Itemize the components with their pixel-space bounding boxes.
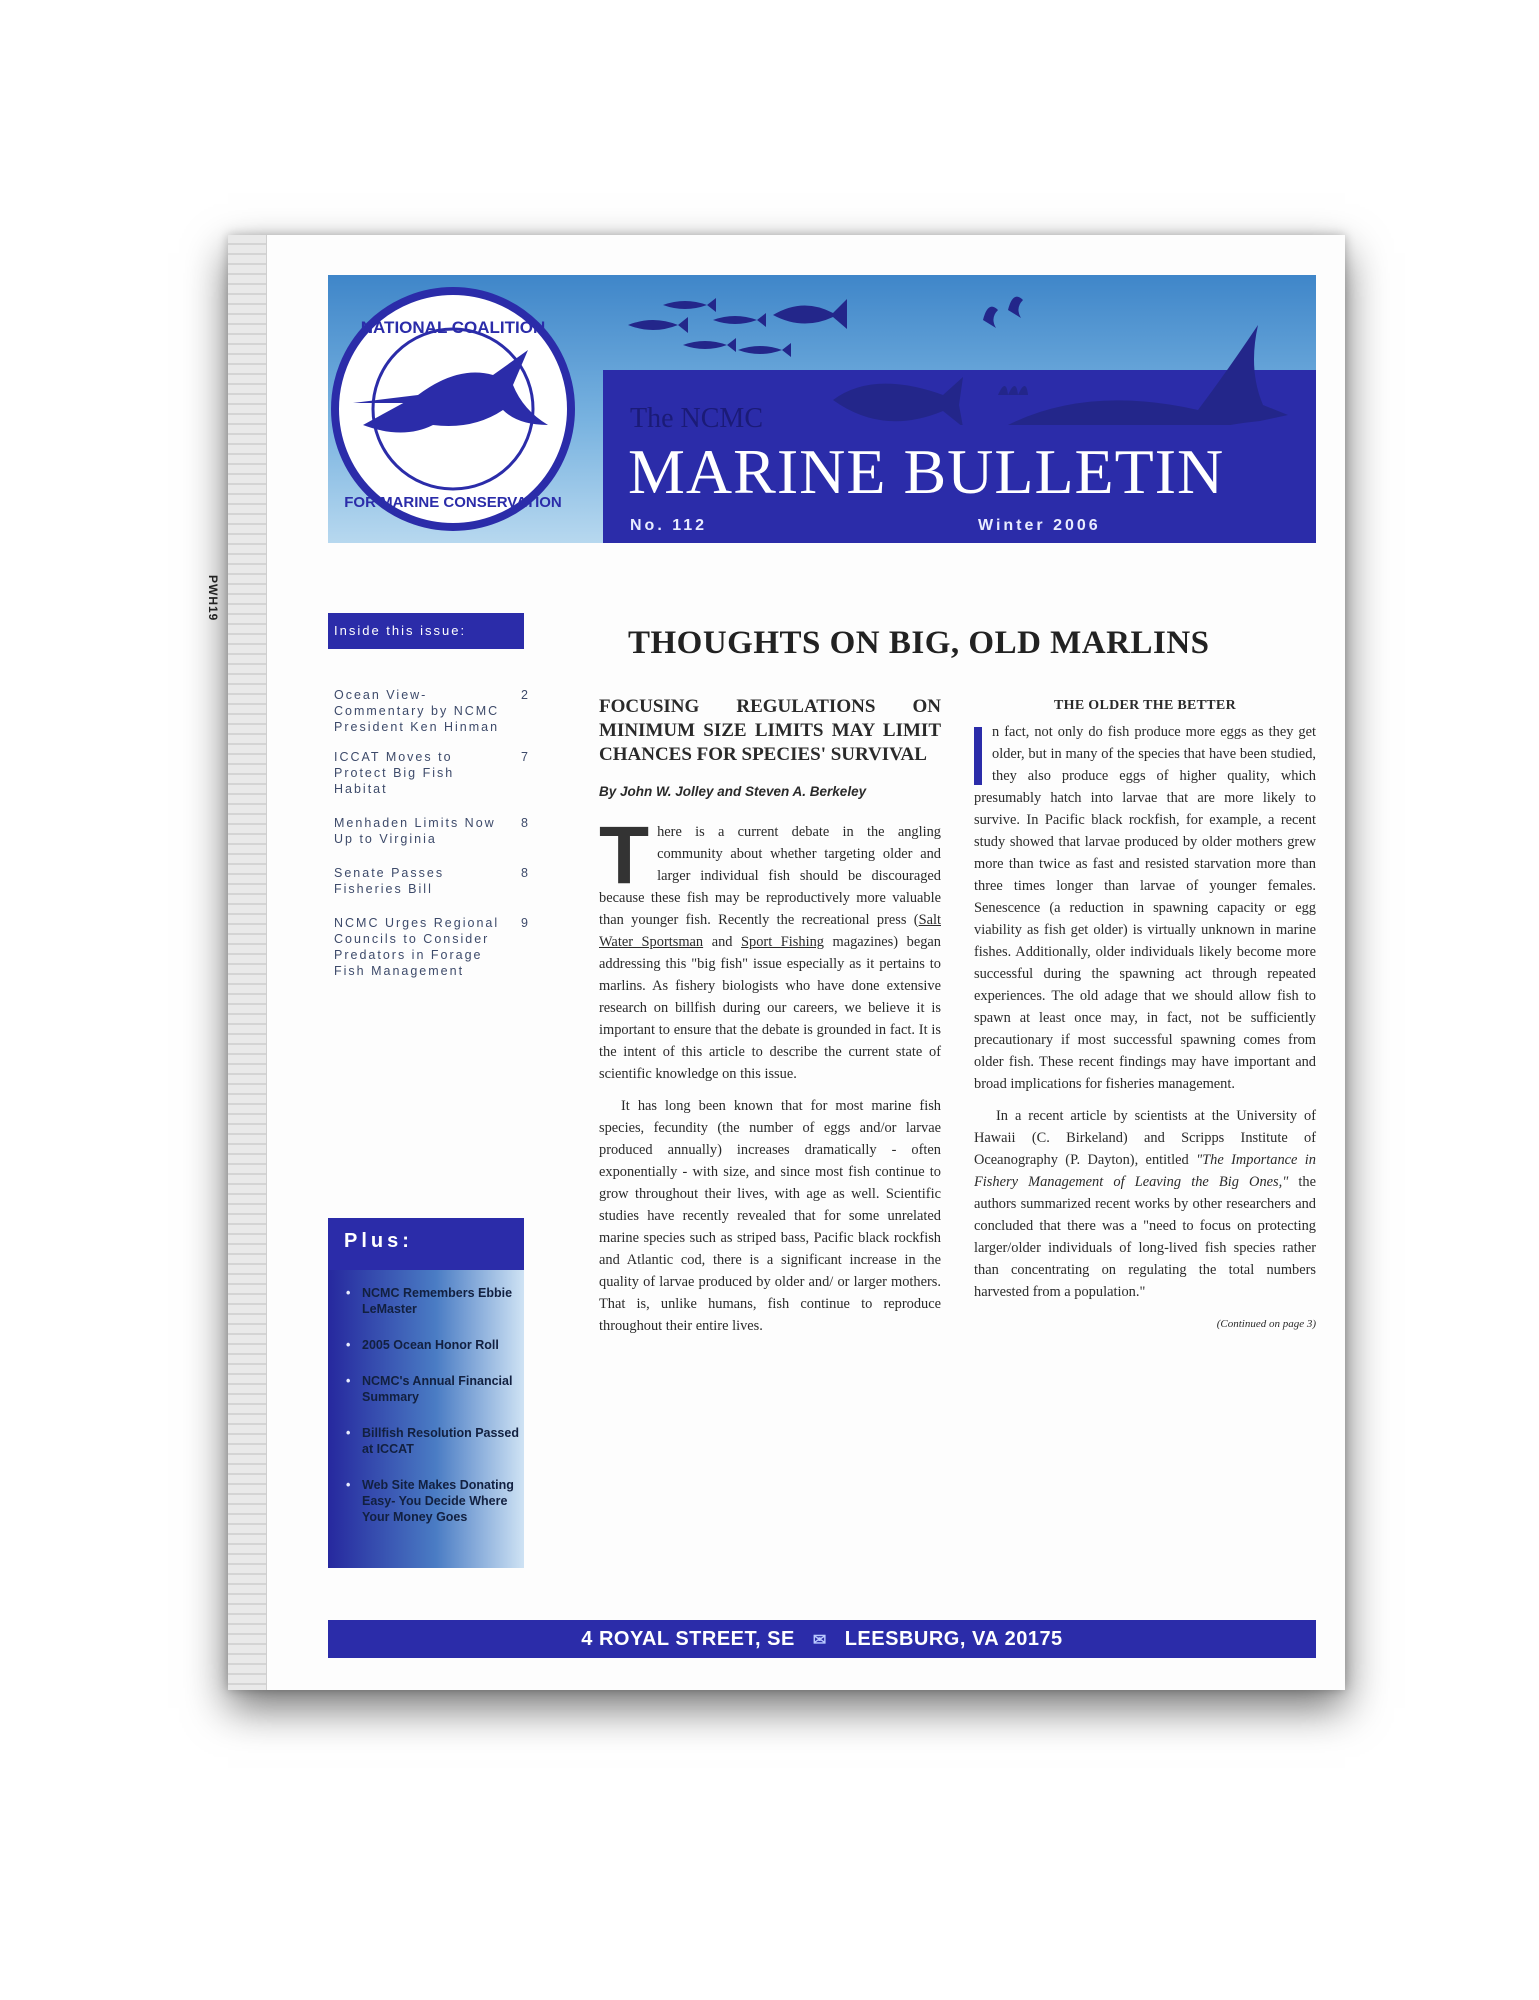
plus-list bbox=[346, 1285, 526, 1525]
article-paragraph: It has long been known that for most marine fish species, fecundity (the number of eggs and/or larvae produced annually) increases dramatically - often exponentially - with size, and since most fish continue to grow throughout their lives, with age as well. Scientific studies have recently revealed that for some unrelated marine species such as striped bass, Pacific black rockfish and Atlantic cod, there is a significant increase in the quality of larvae produced by older and/ or larger mothers. That is, unlike humans, fish continue to reproduce throughout their entire lives. bbox=[599, 1098, 941, 1334]
magazine-title: Salt Water Sportsman bbox=[599, 912, 941, 950]
toc-item-title: Menhaden Limits Now Up to Virginia bbox=[334, 816, 496, 846]
article-column-1 bbox=[599, 695, 941, 1347]
address-footer bbox=[328, 1620, 1316, 1658]
toc-item bbox=[334, 687, 534, 735]
inside-issue-heading: Inside this issue: bbox=[328, 613, 524, 649]
svg-text:FOR MARINE CONSERVATION: FOR MARINE CONSERVATION bbox=[344, 494, 562, 511]
envelope-icon: ✉ bbox=[812, 1632, 827, 1649]
cited-title: "The Importance in Fishery Management of Leaving the Big Ones," bbox=[974, 1152, 1316, 1190]
plus-item: • Web Site Makes Donating Easy- You Decide Where Your Money Goes bbox=[346, 1477, 526, 1525]
section-title: THE OLDER THE BETTER bbox=[1054, 698, 1236, 713]
side-stamp: PWH19 bbox=[206, 575, 220, 622]
toc-item bbox=[334, 865, 534, 897]
svg-text:NATIONAL COALITION: NATIONAL COALITION bbox=[360, 318, 546, 337]
plus-item: • NCMC Remembers Ebbie LeMaster bbox=[346, 1285, 526, 1317]
plus-heading: Plus: bbox=[328, 1218, 524, 1270]
toc-item-title: Ocean View-Commentary by NCMC President Ken Hinman bbox=[334, 688, 500, 734]
toc-item bbox=[334, 915, 534, 979]
toc-item-page: 8 bbox=[521, 866, 530, 880]
drop-cap: T bbox=[599, 810, 650, 901]
masthead-title: MARINE BULLETIN bbox=[628, 436, 1225, 507]
drop-cap-bar bbox=[974, 727, 982, 785]
toc-item-page: 2 bbox=[521, 688, 530, 702]
toc-item-page: 8 bbox=[521, 816, 530, 830]
binding-strip bbox=[228, 235, 267, 1690]
plus-item: • NCMC's Annual Financial Summary bbox=[346, 1373, 526, 1405]
newsletter-page bbox=[206, 235, 1345, 1690]
article-headline: THOUGHTS ON BIG, OLD MARLINS bbox=[628, 625, 1210, 661]
coalition-logo bbox=[328, 275, 583, 543]
footer-street: 4 ROYAL STREET, SE bbox=[581, 1628, 795, 1650]
footer-city: LEESBURG, VA 20175 bbox=[844, 1628, 1063, 1650]
toc-item bbox=[334, 815, 534, 847]
toc-item-title: Senate Passes Fisheries Bill bbox=[334, 866, 445, 896]
masthead-kicker: The NCMC bbox=[630, 403, 763, 434]
article-paragraph: In a recent article by scientists at the University of Hawaii (C. Birkeland) and Scripps Institute of Oceanography (P. Dayton), entitled "The Importance in Fishery Management of Leaving the Big Ones," the authors summarized recent works by other researchers and concluded that there was a "need to focus on protecting larger/older individuals of long-lived fish species rather than concentrating on regulating the total numbers harvested from a population." bbox=[974, 1108, 1316, 1300]
article-paragraph: n fact, not only do fish produce more eggs as they get older, but in many of the species that have been studied, they also produce eggs of higher quality, which presumably hatch into larvae that are more likely to survive. In Pacific black rockfish, for example, a recent study showed that larvae produced by older mothers grew more than twice as fast and resisted starvation more than three times longer than larvae of younger females. Senescence (a reduction in spawning capacity or egg viability as fish get older) is virtually unknown in marine fishes. Additionally, older individuals likely become more successful during the spawning act through repeated experiences. The old adage that we should allow fish to spawn at least once may, in fact, not be sufficiently precautionary if most successful spawning comes from older fish. These recent findings may have important and broad implications for fisheries management. bbox=[974, 724, 1316, 1092]
toc-item-page: 7 bbox=[521, 750, 530, 764]
continued-note: (Continued on page 3) bbox=[1216, 1318, 1316, 1330]
article-byline: By John W. Jolley and Steven A. Berkeley bbox=[599, 784, 867, 799]
article-paragraph: There is a current debate in the angling community about whether targeting older and larger individual fish should be discouraged because these fish may be reproductively more valuable than younger fish. Recently the recreational press (Salt Water Sportsman and Sport Fishing magazines) began addressing this "big fish" issue especially as it pertains to marlins. As fishery biologists who have done extensive research on billfish during our careers, we believe it is important to ensure that the debate is grounded in fact. It is the intent of this article to describe the current state of scientific knowledge on this issue. bbox=[599, 810, 941, 1082]
issue-season: Winter 2006 bbox=[978, 517, 1101, 534]
article-subhead: FOCUSING REGULATIONS ON MINIMUM SIZE LIMITS MAY LIMIT CHANCES FOR SPECIES' SURVIVAL bbox=[599, 696, 941, 765]
toc-item bbox=[334, 749, 534, 797]
toc-item-page: 9 bbox=[521, 916, 530, 930]
toc-item-title: ICCAT Moves to Protect Big Fish Habitat bbox=[334, 750, 455, 796]
plus-item: • 2005 Ocean Honor Roll bbox=[346, 1337, 526, 1353]
plus-item: • Billfish Resolution Passed at ICCAT bbox=[346, 1425, 526, 1457]
article-column-2 bbox=[974, 695, 1316, 1335]
table-of-contents bbox=[334, 687, 534, 979]
magazine-title: Sport Fishing bbox=[741, 934, 824, 950]
masthead bbox=[328, 275, 1316, 543]
issue-number: No. 112 bbox=[630, 517, 708, 534]
toc-item-title: NCMC Urges Regional Councils to Consider Predators in Forage Fish Management bbox=[334, 916, 500, 978]
